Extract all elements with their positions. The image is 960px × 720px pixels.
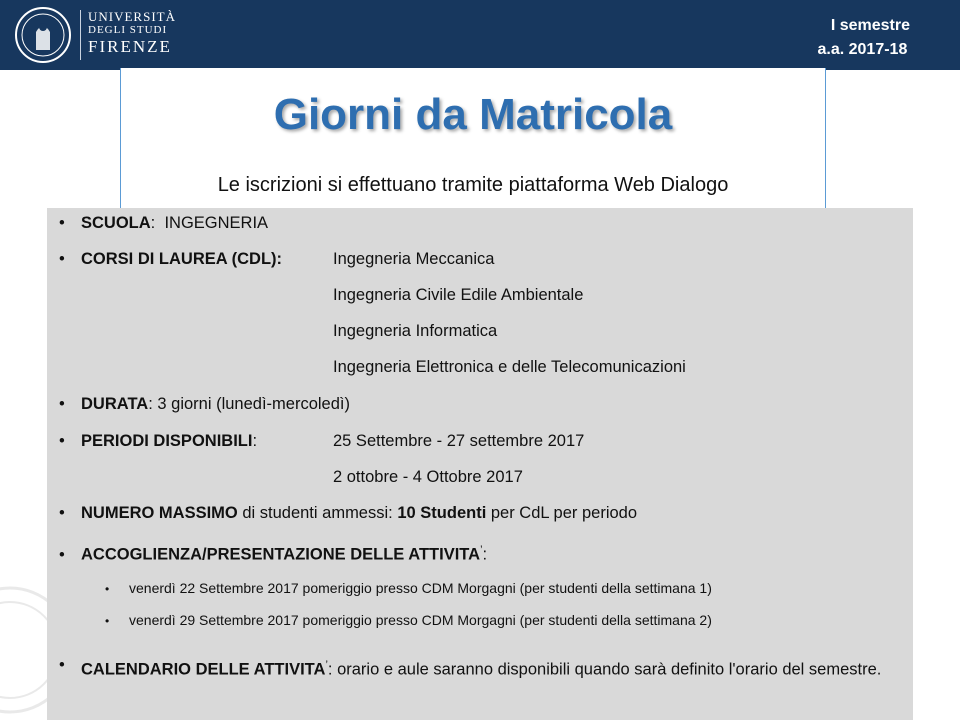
item-periodi: • PERIODI DISPONIBILI: [59,432,258,450]
bullet-icon: • [59,504,65,522]
item-accoglienza: • ACCOGLIENZA/PRESENTAZIONE DELLE ATTIVITA’: [59,544,488,564]
cdl-item: Ingegneria Civile Edile Ambientale [333,286,584,304]
bullet-icon: • [59,395,65,413]
periodi-label: PERIODI DISPONIBILI [81,432,253,450]
accoglienza-label: ACCOGLIENZA/PRESENTAZIONE DELLE ATTIVITA [81,545,481,564]
durata-value: 3 giorni (lunedì-mercoledì) [157,395,350,413]
accoglienza-item [105,612,712,628]
bullet-icon: • [59,656,65,674]
university-line-1: UNIVERSITÀ [88,9,176,24]
item-scuola: • SCUOLA: INGEGNERIA [59,214,269,232]
university-name [88,10,176,57]
numero-mid: di studenti ammessi: [242,504,393,522]
content-panel [47,208,913,720]
item-numero-massimo [59,504,637,523]
bullet-icon: • [59,214,65,232]
cdl-label: CORSI DI LAUREA (CDL): [81,250,283,268]
scuola-value: INGEGNERIA [164,214,269,232]
university-line-2: DEGLI STUDI [88,24,168,36]
cdl-item: Ingegneria Meccanica [333,250,495,268]
calendario-label: CALENDARIO DELLE ATTIVITA [81,660,326,679]
bullet-icon: • [59,432,65,450]
logo-divider [80,10,81,60]
cdl-item: Ingegneria Informatica [333,322,498,340]
semester-label: I semestre [830,17,910,34]
calendario-text: CALENDARIO DELLE ATTIVITA’: orario e aule saranno disponibili quando sarà definito l'orario del semestre. [81,659,882,679]
accoglienza-item [105,580,712,596]
cdl-item: Ingegneria Elettronica e delle Telecomunicazioni [333,358,686,376]
numero-end: per CdL per periodo [490,504,638,522]
periodo-item: 2 ottobre - 4 Ottobre 2017 [333,468,523,486]
item-cdl [59,250,282,269]
bullet-icon: • [59,250,65,268]
bullet-icon: • [59,545,65,564]
university-seal-logo [14,6,72,64]
numero-bold: 10 Studenti [397,504,487,522]
accoglienza-text: venerdì 22 Settembre 2017 pomeriggio presso CDM Morgagni (per studenti della settimana 1) [129,580,712,596]
periodo-item: 25 Settembre - 27 settembre 2017 [333,432,585,450]
item-calendario [59,652,901,683]
bullet-icon: • [105,614,110,628]
university-line-3: FIRENZE [88,37,172,56]
numero-label: NUMERO MASSIMO [81,504,238,522]
page-title: Giorni da Matricola [273,90,673,139]
academic-year: a.a. 2017-18 [817,41,908,58]
scuola-label: SCUOLA [81,214,151,232]
item-durata: • DURATA: 3 giorni (lunedì-mercoledì) [59,395,350,413]
semester-info [815,14,910,62]
durata-label: DURATA [81,395,149,413]
page-subtitle: Le iscrizioni si effettuano tramite piattaforma Web Dialogo [217,174,729,196]
bullet-icon: • [105,582,110,596]
header-bar [0,0,960,70]
title-box [120,68,826,209]
calendario-value: orario e aule saranno disponibili quando sarà definito l'orario del semestre. [337,660,882,679]
accoglienza-text: venerdì 29 Settembre 2017 pomeriggio presso CDM Morgagni (per studenti della settimana 2) [129,612,712,628]
